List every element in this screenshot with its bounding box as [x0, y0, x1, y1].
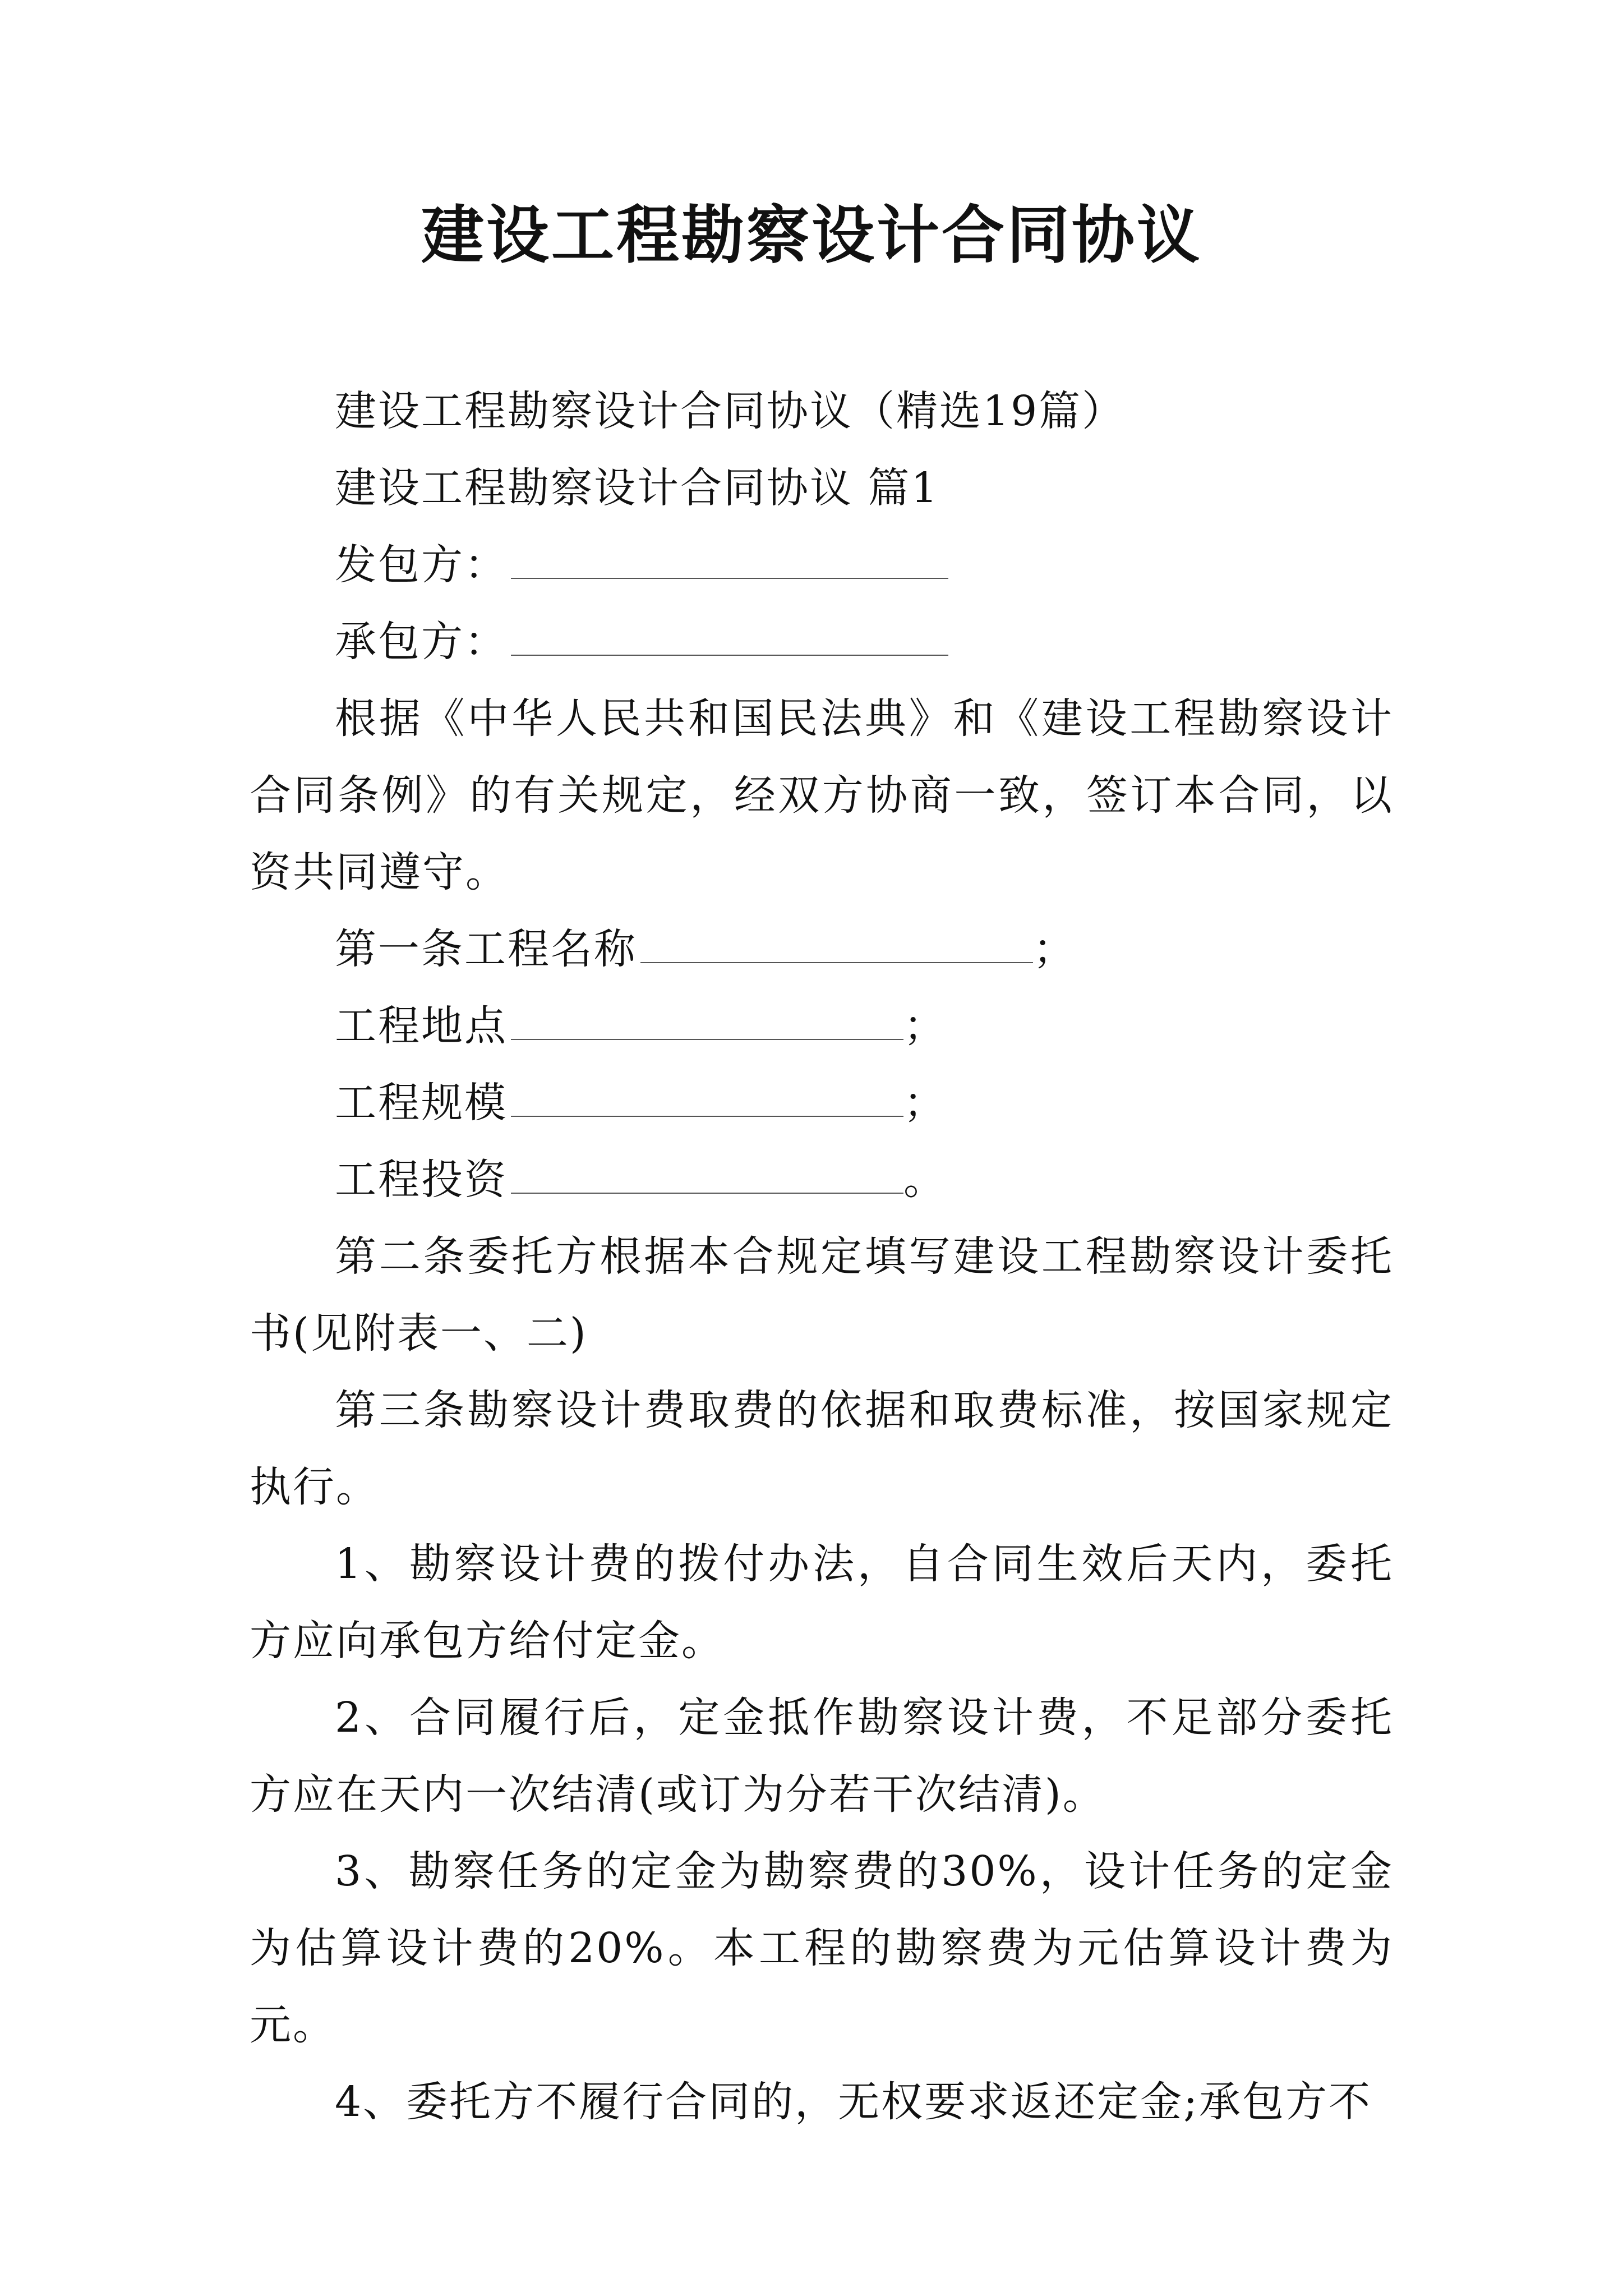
item2-paragraph: 2、合同履行后，定金抵作勘察设计费，不足部分委托方应在天内一次结清(或订为分若干次结清)。 — [250, 1694, 1394, 1819]
project-site-line — [250, 988, 1394, 1065]
subtitle-line: 建设工程勘察设计合同协议（精选19篇） — [335, 387, 1126, 435]
contractor-label: 承包方： — [335, 618, 508, 666]
intro-paragraph: 根据《中华人民共和国民法典》和《建设工程勘察设计合同条例》的有关规定，经双方协商一致，签订本合同，以资共同遵守。 — [250, 694, 1394, 896]
article1-project-name-line — [250, 911, 1394, 988]
part-heading: 建设工程勘察设计合同协议 篇1 — [335, 464, 939, 512]
project-site-end: ； — [903, 1002, 947, 1050]
employer-blank — [511, 539, 948, 579]
project-scale-end: ； — [903, 1079, 947, 1127]
article2-paragraph: 第二条委托方根据本合规定填写建设工程勘察设计委托书(见附表一、二) — [250, 1232, 1394, 1358]
employer-label: 发包方： — [335, 541, 508, 589]
project-investment-label: 工程投资 — [335, 1156, 508, 1204]
document-title: 建设工程勘察设计合同协议 — [421, 199, 1202, 272]
project-name-blank — [640, 923, 1033, 963]
contractor-blank — [511, 615, 948, 656]
contractor-line — [250, 604, 1394, 680]
project-scale-label: 工程规模 — [335, 1079, 508, 1127]
document-body — [250, 373, 1394, 2141]
employer-line — [250, 527, 1394, 604]
project-name-label: 第一条工程名称 — [335, 925, 637, 973]
project-name-end: ； — [1033, 925, 1076, 973]
project-scale-line — [250, 1065, 1394, 1142]
project-investment-line — [250, 1142, 1394, 1218]
project-scale-blank — [511, 1076, 903, 1117]
project-site-blank — [511, 1000, 903, 1040]
project-investment-blank — [511, 1153, 903, 1194]
project-investment-end: 。 — [903, 1156, 947, 1204]
item3-paragraph: 3、勘察任务的定金为勘察费的30%，设计任务的定金为估算设计费的20%。本工程的勘察费为元估算设计费为元。 — [250, 1847, 1394, 2049]
item1-paragraph: 1、勘察设计费的拨付办法，自合同生效后天内，委托方应向承包方给付定金。 — [250, 1540, 1394, 1665]
item4-paragraph: 4、委托方不履行合同的，无权要求返还定金;承包方不 — [335, 2078, 1372, 2126]
project-site-label: 工程地点 — [335, 1002, 508, 1050]
article3-paragraph: 第三条勘察设计费取费的依据和取费标准，按国家规定执行。 — [250, 1386, 1394, 1511]
